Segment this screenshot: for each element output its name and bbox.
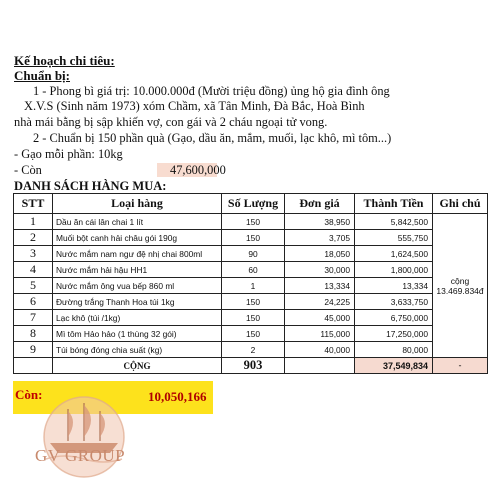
row-qty: 150 xyxy=(222,326,285,342)
row-amount: 1,800,000 xyxy=(355,262,433,278)
total-amount: 37,549,834 xyxy=(355,358,433,374)
row-price: 115,000 xyxy=(285,326,355,342)
row-qty: 90 xyxy=(222,246,285,262)
row-stt: 1 xyxy=(14,214,53,230)
row-stt: 3 xyxy=(14,246,53,262)
header-stt: STT xyxy=(14,194,53,214)
table-row xyxy=(14,246,488,262)
row-price: 30,000 xyxy=(285,262,355,278)
row-stt: 4 xyxy=(14,262,53,278)
row-amount: 5,842,500 xyxy=(355,214,433,230)
table-row xyxy=(14,310,488,326)
header-qty: Số Lượng xyxy=(222,194,285,214)
row-qty: 150 xyxy=(222,294,285,310)
table-total-row xyxy=(14,358,488,374)
total-empty xyxy=(14,358,53,374)
row-stt: 9 xyxy=(14,342,53,358)
table-row xyxy=(14,294,488,310)
table-row xyxy=(14,262,488,278)
row-item: Túi bóng đóng chia suất (kg) xyxy=(53,342,222,358)
row-amount: 80,000 xyxy=(355,342,433,358)
row-amount: 13,334 xyxy=(355,278,433,294)
row-item: Đường trắng Thanh Hoa túi 1kg xyxy=(53,294,222,310)
row-item: Nước mắm hải hậu HH1 xyxy=(53,262,222,278)
row-item: Lạc khô (túi /1kg) xyxy=(53,310,222,326)
remaining-label: Còn: xyxy=(15,387,43,402)
row-price: 38,950 xyxy=(285,214,355,230)
total-price-empty xyxy=(285,358,355,374)
row-price: 45,000 xyxy=(285,310,355,326)
table-row xyxy=(14,278,488,294)
shopping-table xyxy=(13,193,488,374)
table-row xyxy=(14,326,488,342)
header-item: Loại hàng xyxy=(53,194,222,214)
row-price: 13,334 xyxy=(285,278,355,294)
plan-line-2: X.V.S (Sinh năm 1973) xóm Chầm, xã Tân Minh, Đà Bắc, Hoà Bình xyxy=(24,99,365,113)
table-row xyxy=(14,342,488,358)
row-amount: 17,250,000 xyxy=(355,326,433,342)
note-line-1: cộng xyxy=(450,275,470,286)
table-header-row xyxy=(14,194,488,214)
row-stt: 5 xyxy=(14,278,53,294)
ship-logo-icon xyxy=(28,381,140,493)
note-cell xyxy=(433,214,488,358)
row-item: Mì tôm Hảo hảo (1 thùng 32 gói) xyxy=(53,326,222,342)
row-price: 40,000 xyxy=(285,342,355,358)
plan-line-3: nhà mái bằng bị sập khiến vợ, con gái và 2 cháu ngoại tử vong. xyxy=(14,115,328,129)
total-note: - xyxy=(433,358,488,374)
row-stt: 8 xyxy=(14,326,53,342)
header-price: Đơn giá xyxy=(285,194,355,214)
row-qty: 60 xyxy=(222,262,285,278)
remain-value: 47,600,000 xyxy=(170,163,226,177)
header-note: Ghi chú xyxy=(433,194,488,214)
plan-line-5: - Gạo mỗi phần: 10kg xyxy=(14,147,123,161)
table-row xyxy=(14,214,488,230)
row-qty: 150 xyxy=(222,310,285,326)
total-label: CỘNG xyxy=(53,358,222,374)
remaining-value: 10,050,166 xyxy=(148,389,207,404)
shopping-list-title: DANH SÁCH HÀNG MUA: xyxy=(14,179,167,193)
remain-label: - Còn xyxy=(14,163,42,177)
plan-line-4: 2 - Chuẩn bị 150 phần quà (Gạo, dầu ăn, mắm, muối, lạc khô, mì tôm...) xyxy=(33,131,392,145)
row-item: Dầu ăn cái lân chai 1 lít xyxy=(53,214,222,230)
prep-heading: Chuẩn bị: xyxy=(14,68,70,83)
plan-line-1: 1 - Phong bì giá trị: 10.000.000đ (Mười triệu đồng) ủng hộ gia đình ông xyxy=(33,84,390,98)
row-stt: 6 xyxy=(14,294,53,310)
row-price: 3,705 xyxy=(285,230,355,246)
row-amount: 1,624,500 xyxy=(355,246,433,262)
row-amount: 6,750,000 xyxy=(355,310,433,326)
table-row xyxy=(14,230,488,246)
row-item: Nước mắm nam ngư đệ nhị chai 800ml xyxy=(53,246,222,262)
row-amount: 3,633,750 xyxy=(355,294,433,310)
row-qty: 2 xyxy=(222,342,285,358)
row-amount: 555,750 xyxy=(355,230,433,246)
row-item: Nước mắm ông vua bếp 860 ml xyxy=(53,278,222,294)
row-qty: 150 xyxy=(222,230,285,246)
total-qty: 903 xyxy=(222,358,285,374)
row-price: 18,050 xyxy=(285,246,355,262)
row-stt: 7 xyxy=(14,310,53,326)
row-qty: 1 xyxy=(222,278,285,294)
header-amount: Thành Tiền xyxy=(355,194,433,214)
row-stt: 2 xyxy=(14,230,53,246)
row-price: 24,225 xyxy=(285,294,355,310)
company-logo-text: GV GROUP xyxy=(35,446,126,465)
row-item: Muối bột canh hải châu gói 190g xyxy=(53,230,222,246)
plan-title: Kế hoạch chi tiêu: xyxy=(14,53,115,68)
row-qty: 150 xyxy=(222,214,285,230)
note-line-2: 13.469.834đ xyxy=(436,285,484,296)
